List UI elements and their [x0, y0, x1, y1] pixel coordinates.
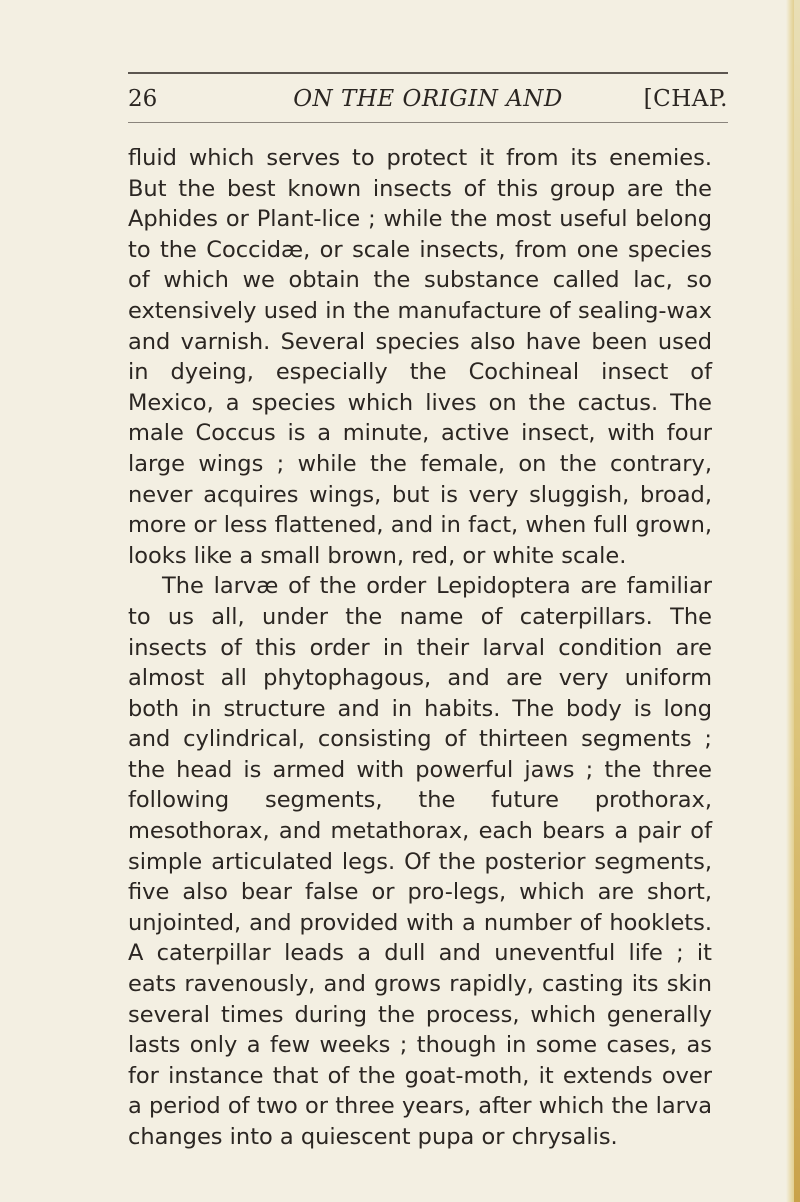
- chapter-label: [CHAP.: [643, 86, 728, 112]
- header-rule: [128, 122, 728, 123]
- top-rule: [128, 72, 728, 74]
- body-text: [128, 143, 712, 1153]
- paragraph-2: The larvæ of the order Lepidoptera are familiar to us all, under the name of caterpillars. The insects of this order in their larval condition are almost all phytophagous, and are very uniform both in structure and in habits. The body is long and cylindrical, consisting of thirteen segments ; the head is armed with powerful jaws ; the three following segments, the future prothorax, mesothorax, and metathorax, each bears a pair of simple articulated legs. Of the posterior segments, five also bear false or pro-legs, which are short, unjointed, and provided with a number of hooklets. A caterpillar leads a dull and uneventful life ; it eats ravenously, and grows rapidly, casting its skin several times during the process, which generally lasts only a few weeks ; though in some cases, as for instance that of the goat-moth, it extends over a period of two or three years, after which the larva changes into a quiescent pupa or chrysalis.: [128, 573, 712, 1150]
- running-title: ON THE ORIGIN AND: [293, 86, 563, 112]
- page-number: 26: [128, 86, 158, 112]
- page-edge-discoloration: [794, 0, 800, 1202]
- paragraph-1: fluid which serves to protect it from its enemies. But the best known insects of this group are the Aphides or Plant-lice ; while the most useful belong to the Coccidæ, or scale insects, from one species of which we obtain the substance called lac, so extensively used in the manufacture of sealing-wax and varnish. Several species also have been used in dyeing, especially the Cochineal insect of Mexico, a species which lives on the cactus. The male Coccus is a minute, active insect, with four large wings ; while the female, on the contrary, never acquires wings, but is very sluggish, broad, more or less flattened, and in fact, when full grown, looks like a small brown, red, or white scale.: [128, 145, 712, 569]
- running-header: [128, 84, 728, 124]
